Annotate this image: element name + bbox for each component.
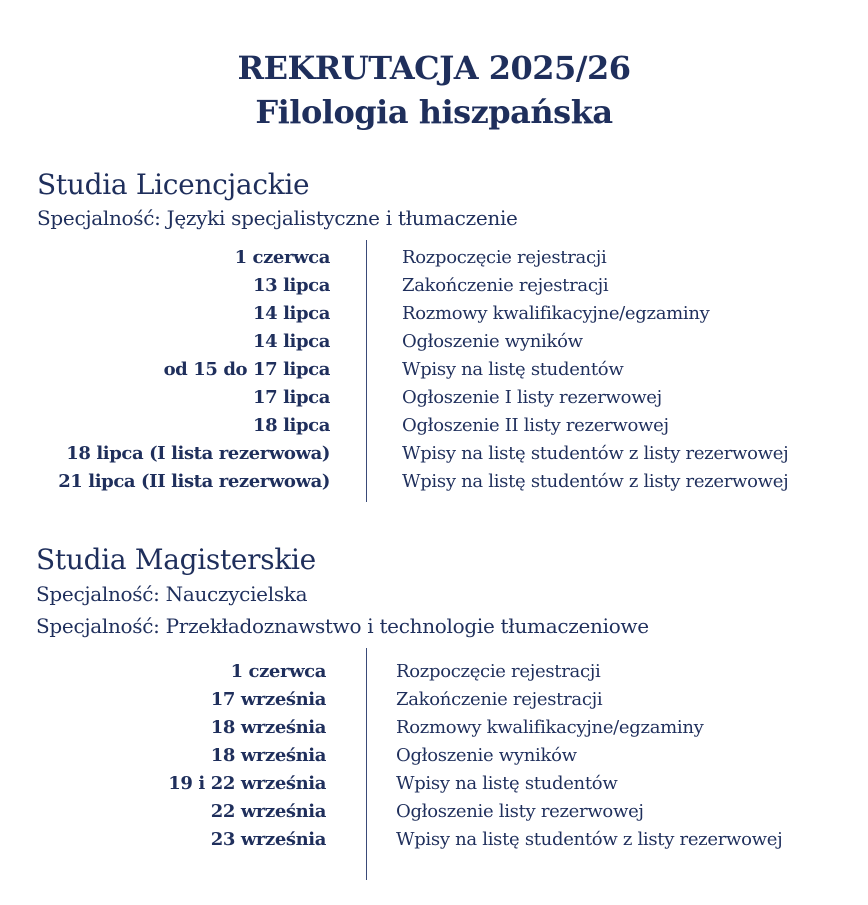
specialty-label: Specjalność: Nauczycielska bbox=[36, 582, 308, 606]
schedule-event: Rozmowy kwalifikacyjne/egzaminy bbox=[396, 717, 704, 738]
schedule-event: Zakończenie rejestracji bbox=[402, 275, 609, 296]
schedule-event: Rozpoczęcie rejestracji bbox=[396, 661, 601, 682]
schedule-date: 18 lipca (I lista rezerwowa) bbox=[66, 443, 330, 464]
schedule-date: 13 lipca bbox=[252, 275, 330, 296]
schedule-event: Wpisy na listę studentów z listy rezerwowej bbox=[402, 443, 789, 464]
schedule-date: 18 lipca bbox=[252, 415, 330, 436]
schedule-date: 21 lipca (II lista rezerwowa) bbox=[58, 471, 330, 492]
schedule-event: Wpisy na listę studentów bbox=[396, 773, 618, 794]
schedule-date: 17 września bbox=[210, 689, 326, 710]
schedule-event: Ogłoszenie listy rezerwowej bbox=[396, 801, 644, 822]
schedule-event: Zakończenie rejestracji bbox=[396, 689, 603, 710]
schedule-event: Rozmowy kwalifikacyjne/egzaminy bbox=[402, 303, 710, 324]
schedule-event: Wpisy na listę studentów z listy rezerwowej bbox=[396, 829, 783, 850]
schedule-event: Wpisy na listę studentów z listy rezerwowej bbox=[402, 471, 789, 492]
page-title: REKRUTACJA 2025/26 bbox=[237, 49, 631, 87]
schedule-date: 19 i 22 września bbox=[168, 773, 326, 794]
schedule-date: od 15 do 17 lipca bbox=[163, 359, 330, 380]
schedule-date: 1 czerwca bbox=[230, 661, 326, 682]
schedule-date: 1 czerwca bbox=[234, 247, 330, 268]
schedule-date: 23 września bbox=[210, 829, 326, 850]
schedule-event: Ogłoszenie wyników bbox=[396, 745, 577, 766]
schedule-date: 18 września bbox=[210, 717, 326, 738]
schedule-event: Rozpoczęcie rejestracji bbox=[402, 247, 607, 268]
schedule-date: 18 września bbox=[210, 745, 326, 766]
column-divider bbox=[366, 648, 367, 880]
schedule-event: Ogłoszenie wyników bbox=[402, 331, 583, 352]
schedule-date: 14 lipca bbox=[252, 303, 330, 324]
column-divider bbox=[366, 240, 367, 502]
schedule-date: 14 lipca bbox=[252, 331, 330, 352]
schedule-event: Ogłoszenie I listy rezerwowej bbox=[402, 387, 662, 408]
schedule-event: Wpisy na listę studentów bbox=[402, 359, 624, 380]
schedule-event: Ogłoszenie II listy rezerwowej bbox=[402, 415, 669, 436]
section-heading-licencjackie: Studia Licencjackie bbox=[37, 168, 310, 201]
specialty-label: Specjalność: Przekładoznawstwo i technologie tłumaczeniowe bbox=[36, 614, 649, 638]
page-subtitle: Filologia hiszpańska bbox=[255, 93, 613, 131]
schedule-date: 22 września bbox=[210, 801, 326, 822]
specialty-label: Specjalność: Języki specjalistyczne i tłumaczenie bbox=[37, 206, 518, 230]
section-heading-magisterskie: Studia Magisterskie bbox=[36, 543, 316, 576]
schedule-date: 17 lipca bbox=[252, 387, 330, 408]
